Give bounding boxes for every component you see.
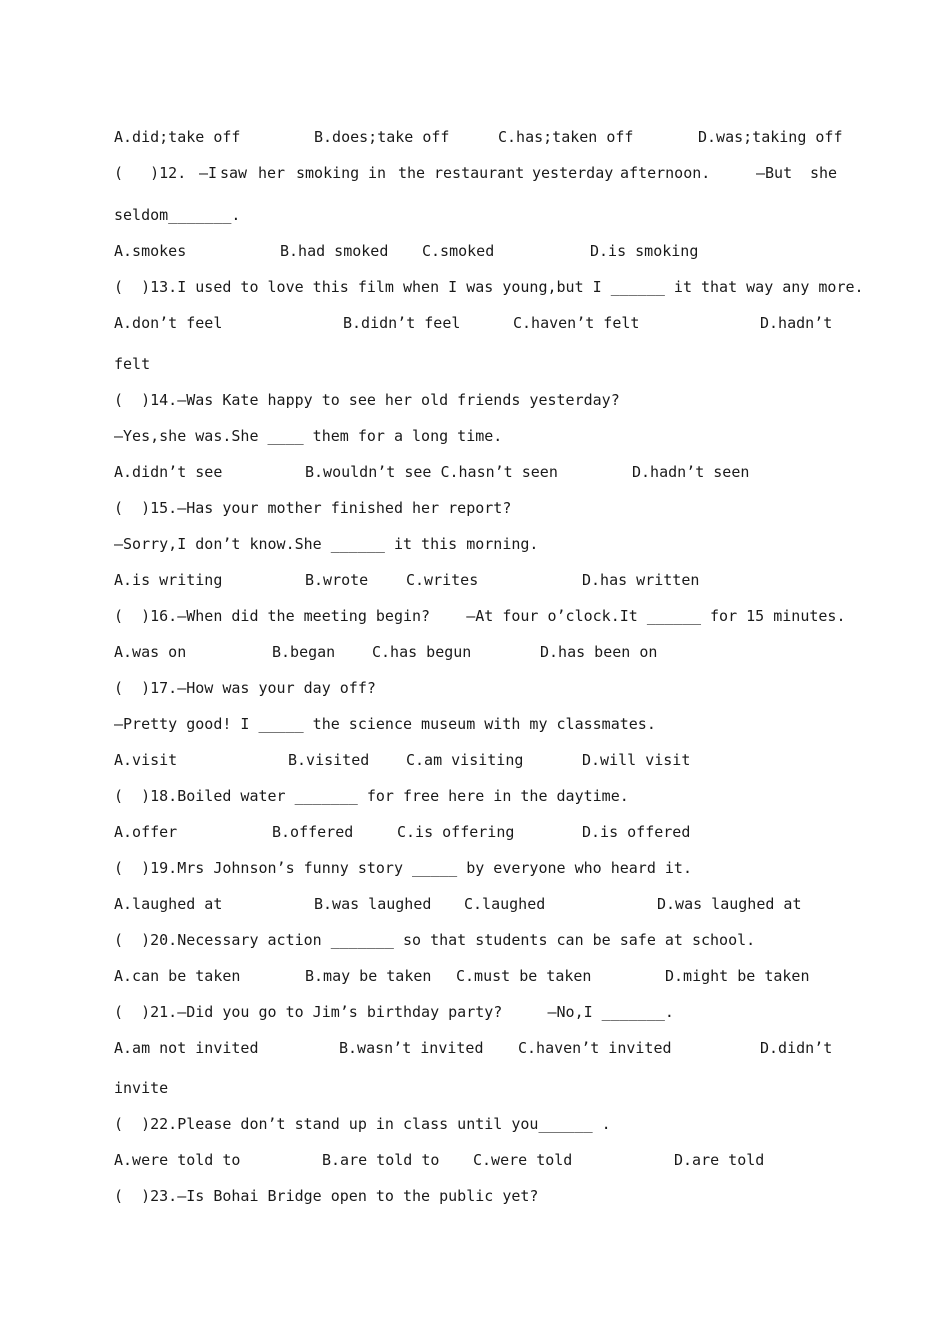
- q21-option-a: A.am not invited: [114, 1039, 259, 1057]
- q11-option-d: D.was;taking off: [698, 128, 843, 146]
- q17-option-b: B.visited: [288, 751, 370, 769]
- q12-stem-word: in: [368, 164, 387, 182]
- q14-reply: —Yes,she was.She ____ them for a long time.: [114, 427, 503, 445]
- q17-stem: ( )17.—How was your day off?: [114, 679, 376, 697]
- q12-option-d: D.is smoking: [590, 242, 699, 260]
- q14-option-a: A.didn’t see: [114, 463, 223, 481]
- q16-stem: ( )16.—When did the meeting begin? —At four o’clock.It ______ for 15 minutes.: [114, 607, 846, 625]
- q12-paren: ( )12.: [114, 164, 187, 182]
- q16-option-d: D.has been on: [540, 643, 658, 661]
- q19-option-a: A.laughed at: [114, 895, 223, 913]
- q14-option-bc: B.wouldn’t see C.hasn’t seen: [305, 463, 558, 481]
- q15-reply: —Sorry,I don’t know.She ______ it this morning.: [114, 535, 539, 553]
- q19-option-c: C.laughed: [464, 895, 546, 913]
- q17-option-c: C.am visiting: [406, 751, 524, 769]
- q13-option-d-continuation: felt: [114, 355, 151, 373]
- q11-option-c: C.has;taken off: [498, 128, 634, 146]
- q13-option-d: D.hadn’t: [760, 314, 833, 332]
- q15-option-a: A.is writing: [114, 571, 223, 589]
- q12-option-b: B.had smoked: [280, 242, 389, 260]
- q11-option-a: A.did;take off: [114, 128, 241, 146]
- q14-option-d: D.hadn’t seen: [632, 463, 750, 481]
- q20-option-b: B.may be taken: [305, 967, 432, 985]
- q12-option-c: C.smoked: [422, 242, 495, 260]
- q22-option-b: B.are told to: [322, 1151, 440, 1169]
- q20-option-c: C.must be taken: [456, 967, 592, 985]
- q21-option-b: B.wasn’t invited: [339, 1039, 484, 1057]
- q17-option-d: D.will visit: [582, 751, 691, 769]
- q12-stem-word: saw: [220, 164, 248, 182]
- q17-option-a: A.visit: [114, 751, 178, 769]
- q17-reply: —Pretty good! I _____ the science museum with my classmates.: [114, 715, 656, 733]
- q12-stem-continuation: seldom_______.: [114, 206, 241, 224]
- q15-option-d: D.has written: [582, 571, 700, 589]
- q22-option-c: C.were told: [473, 1151, 573, 1169]
- q16-option-b: B.began: [272, 643, 336, 661]
- q12-stem-word: afternoon.: [620, 164, 711, 182]
- q12-stem-word: restaurant: [434, 164, 525, 182]
- q12-stem-word: smoking: [296, 164, 360, 182]
- q22-option-a: A.were told to: [114, 1151, 241, 1169]
- q21-option-d-continuation: invite: [114, 1079, 169, 1097]
- q12-stem-word: yesterday: [532, 164, 614, 182]
- q13-stem: ( )13.I used to love this film when I was young,but I ______ it that way any more.: [114, 278, 864, 296]
- q16-option-c: C.has begun: [372, 643, 472, 661]
- q21-option-d: D.didn’t: [760, 1039, 833, 1057]
- q12-option-a: A.smokes: [114, 242, 187, 260]
- q20-stem: ( )20.Necessary action _______ so that students can be safe at school.: [114, 931, 756, 949]
- q18-option-d: D.is offered: [582, 823, 691, 841]
- q11-option-b: B.does;take off: [314, 128, 450, 146]
- q12-stem-word: the: [398, 164, 426, 182]
- q18-option-b: B.offered: [272, 823, 354, 841]
- q21-option-c: C.haven’t invited: [518, 1039, 672, 1057]
- q22-stem: ( )22.Please don’t stand up in class until you______ .: [114, 1115, 611, 1133]
- q12-stem-word: she: [810, 164, 838, 182]
- q13-option-b: B.didn’t feel: [343, 314, 461, 332]
- q22-option-d: D.are told: [674, 1151, 765, 1169]
- q12-stem-word: —But: [756, 164, 793, 182]
- q18-option-a: A.offer: [114, 823, 178, 841]
- q20-option-a: A.can be taken: [114, 967, 241, 985]
- q23-stem: ( )23.—Is Bohai Bridge open to the public yet?: [114, 1187, 539, 1205]
- q13-option-a: A.don’t feel: [114, 314, 223, 332]
- q18-stem: ( )18.Boiled water _______ for free here in the daytime.: [114, 787, 629, 805]
- q18-option-c: C.is offering: [397, 823, 515, 841]
- q12-stem-word: her: [258, 164, 286, 182]
- q21-stem: ( )21.—Did you go to Jim’s birthday party? —No,I _______.: [114, 1003, 674, 1021]
- q19-option-b: B.was laughed: [314, 895, 432, 913]
- q14-stem: ( )14.—Was Kate happy to see her old friends yesterday?: [114, 391, 620, 409]
- q20-option-d: D.might be taken: [665, 967, 810, 985]
- q16-option-a: A.was on: [114, 643, 187, 661]
- q19-stem: ( )19.Mrs Johnson’s funny story _____ by everyone who heard it.: [114, 859, 692, 877]
- q12-stem-word: —I: [199, 164, 218, 182]
- q19-option-d: D.was laughed at: [657, 895, 802, 913]
- q15-option-b: B.wrote: [305, 571, 369, 589]
- q15-option-c: C.writes: [406, 571, 479, 589]
- q13-option-c: C.haven’t felt: [513, 314, 640, 332]
- q15-stem: ( )15.—Has your mother finished her report?: [114, 499, 512, 517]
